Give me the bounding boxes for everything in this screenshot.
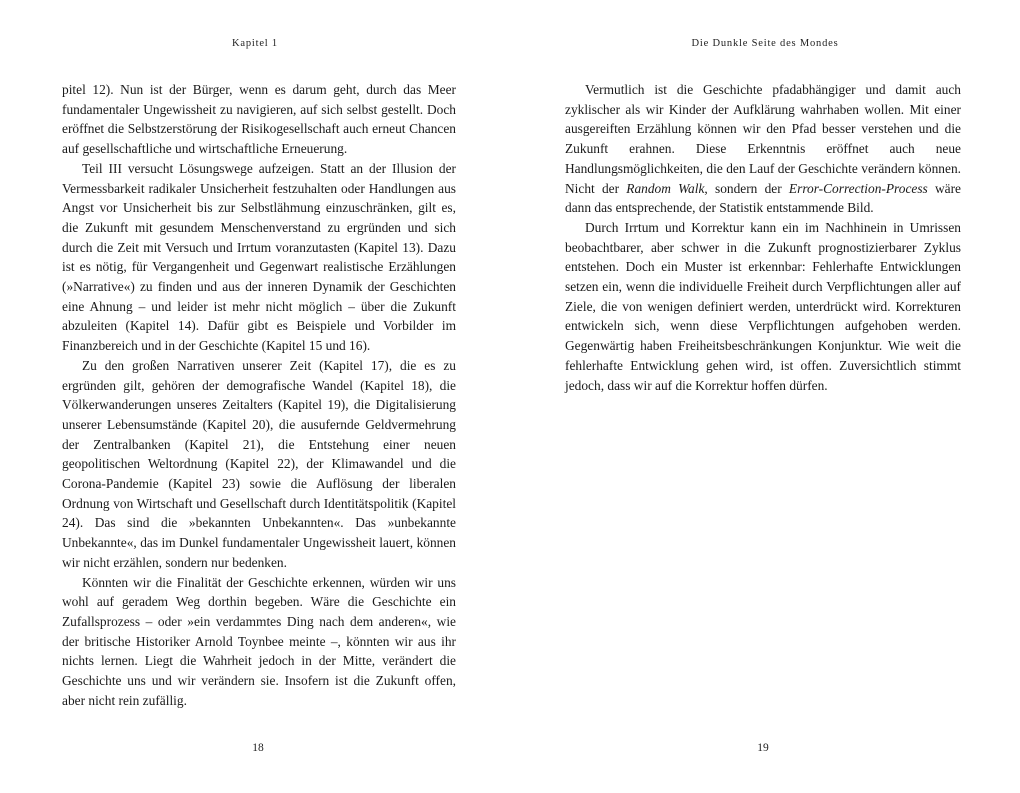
paragraph-text: wäre dann das entsprechende, der Statistik entstammende Bild. bbox=[565, 180, 961, 216]
page-number-left: 18 bbox=[252, 742, 264, 754]
running-head-right: Die Dunkle Seite des Mondes bbox=[691, 38, 839, 49]
left-body-text bbox=[62, 80, 456, 711]
paragraph: pitel 12). Nun ist der Bürger, wenn es darum geht, durch das Meer fundamentaler Ungewissheit zu navigieren, auf sich selbst gestellt. Doch eröffnet die Selbstzerstörung der Risikogesellschaft auch erneut Chancen auf gesellschaftliche und wirtschaftliche Erneuerung. bbox=[62, 82, 456, 157]
paragraph-text: , sondern der bbox=[704, 180, 789, 196]
paragraph-text: Vermutlich ist die Geschichte pfadabhängiger und damit auch zyklischer als wir Kinder der Aufklärung wahrhaben wollen. Mit einer ausgereiften Erzählung können wir den Pfad besser verstehen und die Zukunft erahnen. Diese Erkenntnis eröffnet auch neue Handlungsmöglichkeiten, die den Lauf der Geschichte verändern können. Nicht der bbox=[565, 82, 961, 196]
paragraph: Zu den großen Narrativen unserer Zeit (Kapitel 17), die es zu ergründen gilt, gehören der demografische Wandel (Kapitel 18), die Völkerwanderungen unseres Zeitalters (Kapitel 19), die Digitalisierung unserer Lebensumstände (Kapitel 20), die ausufernde Geldvermehrung der Zentralbanken (Kapitel 21), die Entstehung einer neuen geopolitischen Weltordnung (Kapitel 22), der Klimawandel und die Corona-Pandemie (Kapitel 23) sowie die Auflösung der liberalen Ordnung von Wirtschaft und Gesellschaft durch Identitätspolitik (Kapitel 24). Das sind die »bekannten Unbekannten«. Das »unbekannte Unbekannte«, das im Dunkel fundamentaler Ungewissheit lauert, können wir nicht erzählen, sondern nur bedenken. bbox=[62, 357, 456, 570]
right-page bbox=[510, 0, 1020, 793]
paragraph: Durch Irrtum und Korrektur kann ein im Nachhinein in Umrissen beobachtbarer, aber schwer in die Zukunft prognostizierbarer Zyklus entstehen. Doch ein Muster ist erkennbar: Fehlerhafte Entwicklungen setzen ein, wenn die individuelle Freiheit durch Verpflichtungen aller auf Ziele, die von wenigen definiert werden, unterdrückt wird. Korrekturen entwickeln sich, wenn diese Verpflichtungen aufgehoben werden. Gegenwärtig haben Freiheitsbeschränkungen Konjunktur. Wie weit die fehlerhafte Entwicklung gehen wird, ist offen. Zuversichtlich stimmt jedoch, dass wir auf die Korrektur hoffen dürfen. bbox=[565, 219, 961, 393]
emphasis-random-walk: Random Walk bbox=[626, 180, 705, 196]
paragraph: Könnten wir die Finalität der Geschichte erkennen, würden wir uns wohl auf geradem Weg dorthin begeben. Wäre die Geschichte ein Zufallsprozess – oder »ein verdammtes Ding nach dem anderen«, wie der britische Historiker Arnold Toynbee meinte –, könnten wir aus ihr nichts lernen. Liegt die Wahrheit jedoch in der Mitte, verändert die Geschichte uns und wir verändern sie. Insofern ist die Zukunft offen, aber nicht rein zufällig. bbox=[62, 574, 456, 708]
paragraph: Teil III versucht Lösungswege aufzeigen. Statt an der Illusion der Vermessbarkeit radikaler Unsicherheit festzuhalten oder Handlungen aus Angst vor Unsicherheit bis zur Selbstlähmung einzuschränken, gilt es, die Zukunft mit gesundem Menschenverstand zu ergründen und sich durch die Zeit mit Versuch und Irrtum voranzutasten (Kapitel 13). Dazu ist es nötig, für Vergangenheit und Gegenwart realistische Erzählungen (»Narrative«) zu finden und aus der inneren Dynamik der Geschichten eine Ahnung – und leider ist mehr nicht möglich – über die Zukunft abzuleiten (Kapitel 14). Dafür gibt es Beispiele und Vorbilder im Finanzbereich und in der Geschichte (Kapitel 15 und 16). bbox=[62, 160, 456, 354]
emphasis-error-correction: Error-Correction-Process bbox=[788, 180, 928, 196]
page-number-right: 19 bbox=[757, 742, 769, 754]
running-head-left: Kapitel 1 bbox=[232, 38, 278, 49]
right-body-text bbox=[565, 80, 961, 395]
paragraph bbox=[565, 80, 961, 218]
